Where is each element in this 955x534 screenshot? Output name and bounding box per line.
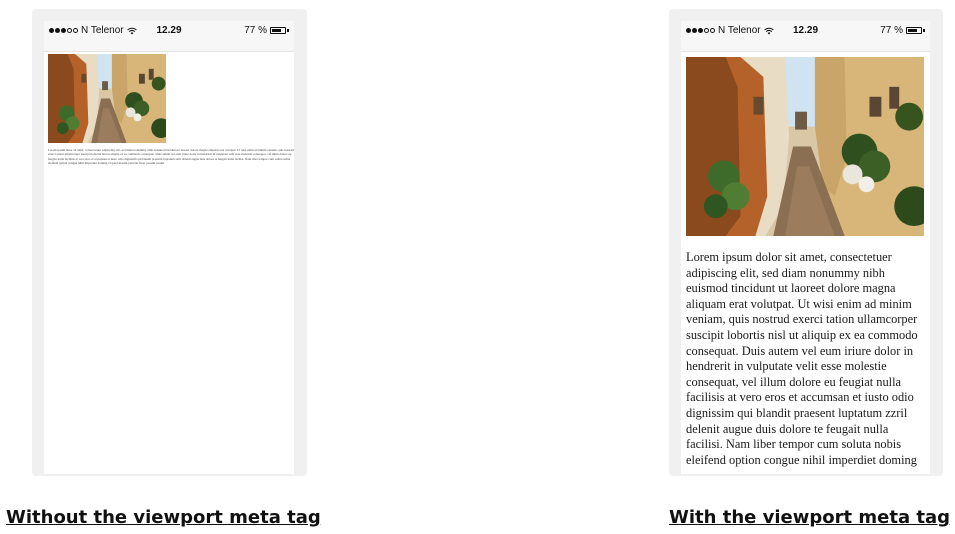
battery-icon (906, 27, 922, 34)
signal-dot (686, 28, 691, 33)
signal-dot (73, 28, 78, 33)
status-left (686, 25, 774, 36)
carrier-name: N Telenor (81, 25, 124, 36)
status-bar (44, 21, 294, 52)
signal-dot (67, 28, 72, 33)
signal-dot (704, 28, 709, 33)
battery-tip (287, 29, 289, 32)
page-content (681, 52, 930, 474)
body-text: Lorem ipsum dolor sit amet, consectetuer adipiscing elit, sed diam nonummy nibh euismod tincidunt ut laoreet dolore magna aliquam erat volutpat. Ut wisi enim ad minim veniam, quis nostrud exerci tation ullamcorper suscipit lobortis nisl ut aliquip ex ea commodo consequat. Duis autem vel eum iriure dolor in hendrerit in vulputate velit esse molestie consequat, vel illum dolore eu feugiat nulla facilisis at vero eros et accumsan et iusto odio dignissim qui blandit praesent luptatum zzril delenit augue duis dolore te feugait nulla facilisi. Nam liber tempor cum soluta nobis eleifend option congue nihil imperdiet doming (686, 250, 918, 467)
status-right (880, 25, 925, 36)
signal-dots-icon (686, 28, 715, 33)
signal-dot (55, 28, 60, 33)
signal-dot (710, 28, 715, 33)
carrier-name: N Telenor (718, 25, 761, 36)
phone-screen (44, 21, 294, 474)
status-time: 12.29 (792, 25, 819, 36)
wifi-icon (764, 27, 774, 35)
battery-percent: 77 % (880, 25, 903, 36)
signal-dot (61, 28, 66, 33)
alley-photo-image (48, 54, 166, 143)
battery-percent: 77 % (244, 25, 267, 36)
status-left (49, 25, 137, 36)
alley-photo (686, 57, 924, 236)
status-right (244, 25, 289, 36)
status-bar (681, 21, 930, 52)
phone-screen (681, 21, 930, 474)
signal-dot (49, 28, 54, 33)
battery-tip (923, 29, 925, 32)
phone-frame-without-viewport (32, 9, 307, 476)
battery-fill (272, 29, 281, 32)
alley-photo-image (686, 57, 924, 236)
battery-icon (270, 27, 286, 34)
body-text: Lorem ipsum dolor sit amet, consectetuer adipiscing elit, sed diam nonummy nibh euismod tincidunt ut laoreet dolore magna aliquam erat volutpat. Ut wisi enim ad minim veniam, quis nostrud exerci tation ullamcorper suscipit lobortis nisl ut aliquip ex ea commodo consequat. Duis autem vel eum iriure dolor in hendrerit in vulputate velit esse molestie consequat, vel illum dolore eu feugiat nulla facilisis at vero eros et accumsan et iusto odio dignissim qui blandit praesent luptatum zzril delenit augue duis dolore te feugait nulla facilisi. Nam liber tempor cum soluta nobis eleifend option congue nihil imperdiet doming id quod mazim placerat facer possim assum. (48, 148, 294, 166)
signal-dot (698, 28, 703, 33)
caption-without-viewport: Without the viewport meta tag (6, 507, 321, 528)
wifi-icon (127, 27, 137, 35)
phone-frame-with-viewport (669, 9, 943, 476)
alley-photo (48, 54, 166, 143)
signal-dots-icon (49, 28, 78, 33)
status-time: 12.29 (156, 25, 182, 36)
signal-dot (692, 28, 697, 33)
caption-with-viewport: With the viewport meta tag (669, 507, 950, 528)
battery-fill (908, 29, 917, 32)
page-content (44, 52, 294, 474)
